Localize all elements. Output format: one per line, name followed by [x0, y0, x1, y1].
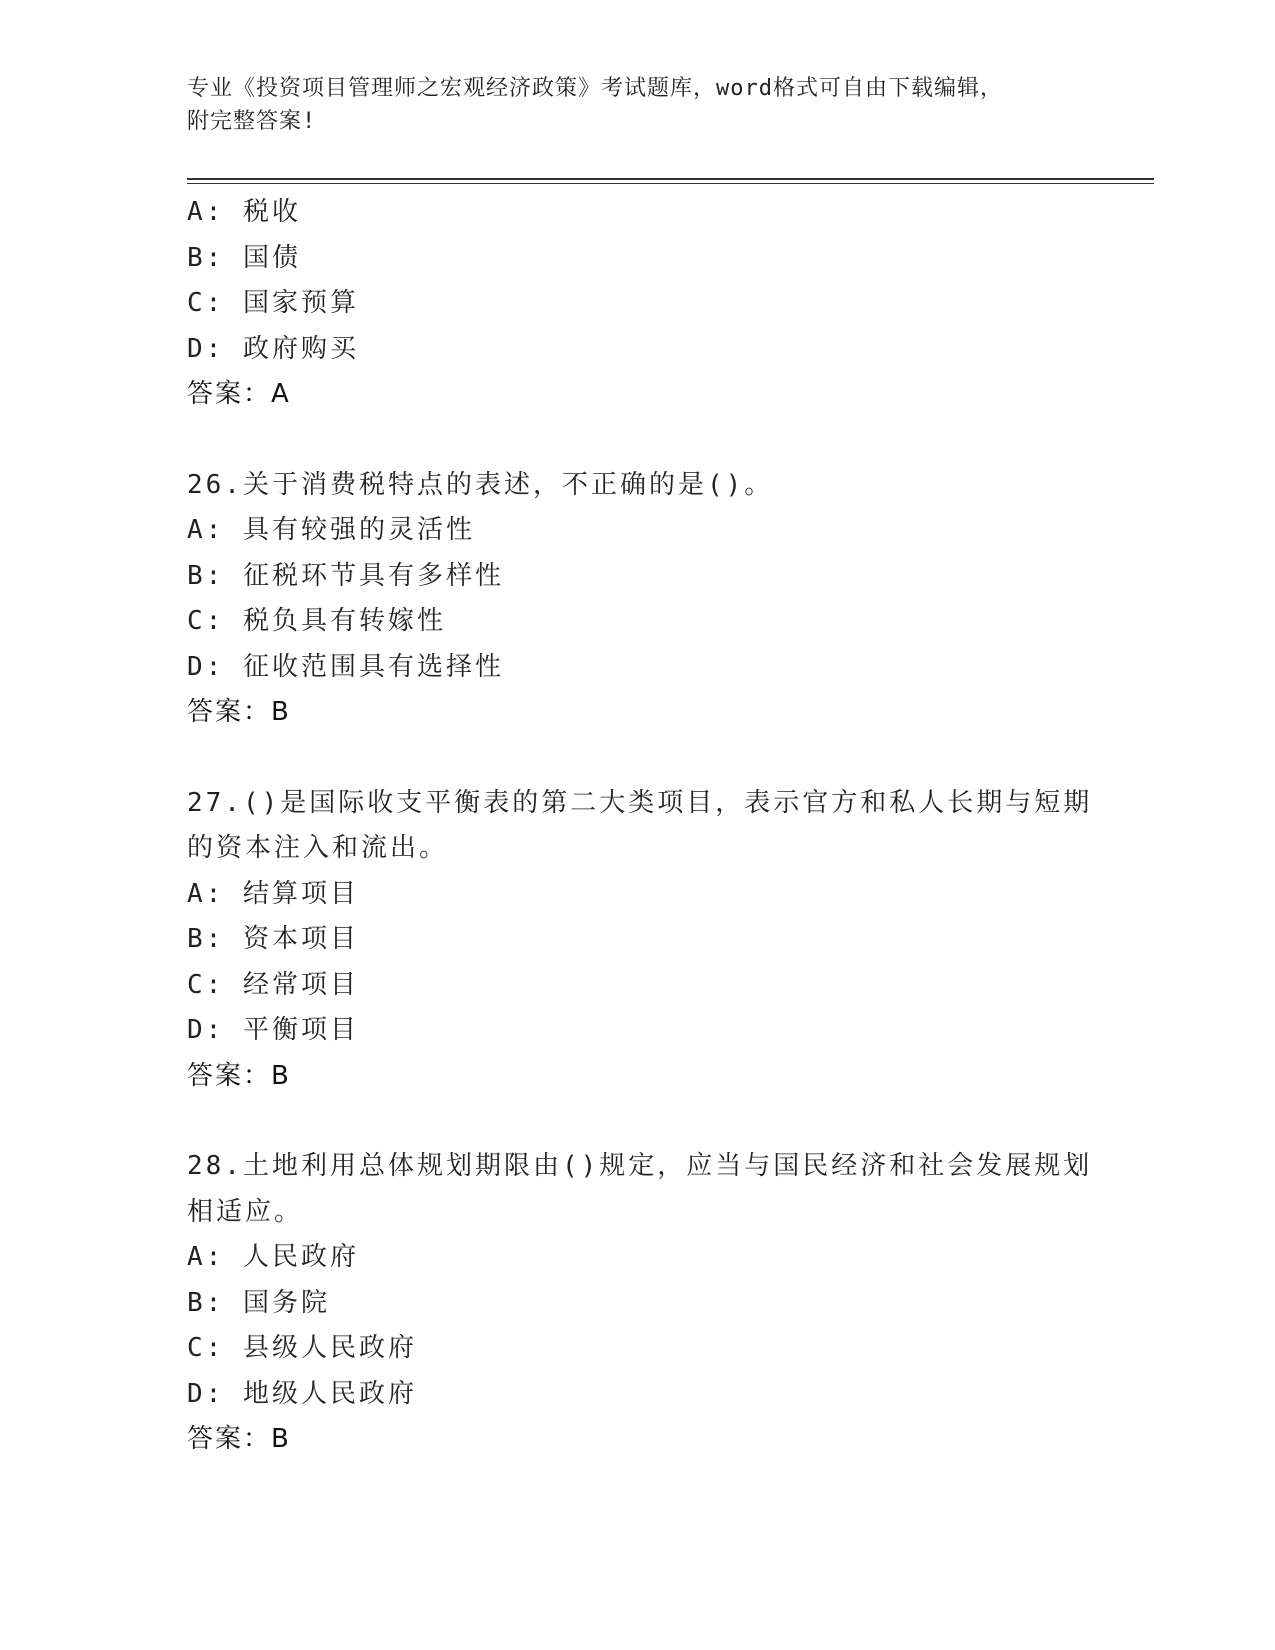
spacer — [187, 1099, 1087, 1144]
option-a: A: 具有较强的灵活性 — [187, 515, 475, 545]
header-divider-thin — [187, 183, 1154, 184]
option-b: B: 国务院 — [187, 1287, 330, 1318]
header-divider-thick — [187, 178, 1154, 180]
option-c: C: 税负具有转嫁性 — [187, 606, 446, 636]
option-c: C: 国家预算 — [187, 288, 359, 318]
question-25 — [187, 190, 1087, 418]
option-a: A: 结算项目 — [187, 878, 359, 909]
option-a: A: 人民政府 — [187, 1242, 359, 1272]
option-c: C: 县级人民政府 — [187, 1333, 417, 1363]
option-b: B: 征税环节具有多样性 — [187, 560, 504, 591]
header-line-1: 专业《投资项目管理师之宏观经济政策》考试题库，word格式可自由下载编辑， — [187, 76, 1003, 101]
answer-line: 答案：A — [187, 379, 291, 409]
option-d: D: 征收范围具有选择性 — [187, 651, 504, 682]
option-d: D: 地级人民政府 — [187, 1378, 417, 1409]
header-line-2: 附完整答案! — [187, 109, 317, 134]
question-text-line-2: 的资本注入和流出。 — [187, 833, 449, 863]
option-d: D: 平衡项目 — [187, 1015, 359, 1045]
question-26 — [187, 463, 1087, 736]
option-d: D: 政府购买 — [187, 333, 359, 364]
answer-line: 答案：B — [187, 1424, 291, 1454]
question-text: 26.关于消费税特点的表述，不正确的是()。 — [187, 469, 774, 500]
document-header — [187, 72, 1077, 138]
option-a: A: 税收 — [187, 197, 301, 227]
question-text-line-2: 相适应。 — [187, 1196, 304, 1227]
question-text-line-1: 28.土地利用总体规划期限由()规定，应当与国民经济和社会发展规划 — [187, 1151, 1093, 1181]
question-list — [187, 190, 1093, 1463]
option-b: B: 资本项目 — [187, 924, 359, 954]
answer-line: 答案：B — [187, 1060, 291, 1091]
answer-line: 答案：B — [187, 697, 291, 727]
question-28 — [187, 1144, 1093, 1463]
spacer — [187, 418, 1087, 463]
option-b: B: 国债 — [187, 242, 301, 273]
option-c: C: 经常项目 — [187, 969, 359, 1000]
question-27 — [187, 781, 1093, 1100]
question-text-line-1: 27.()是国际收支平衡表的第二大类项目，表示官方和私人长期与短期 — [187, 787, 1093, 818]
spacer — [187, 736, 1087, 781]
